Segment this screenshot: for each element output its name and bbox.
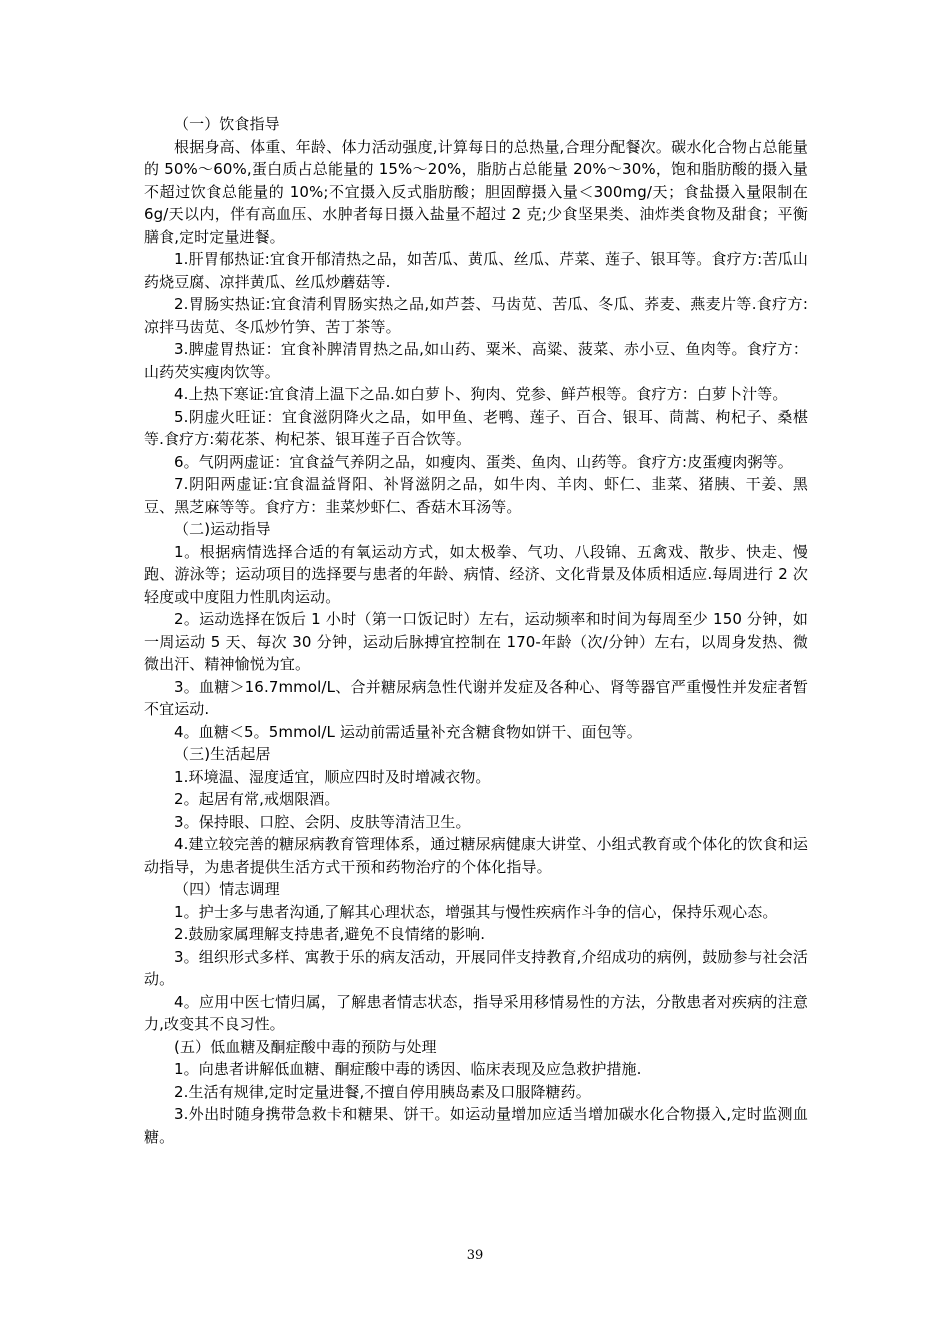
page-number: 39 <box>466 1248 484 1263</box>
hypoglycemia-paragraph-1: 1。向患者讲解低血糖、酮症酸中毒的诱因、临床表现及应急救护措施. <box>174 1060 642 1078</box>
section-heading-emotion: （四）情志调理 <box>174 880 280 898</box>
emotion-paragraph-2: 2.鼓励家属理解支持患者,避免不良情绪的影响. <box>174 925 486 943</box>
emotion-paragraph-1: 1。护士多与患者沟通,了解其心理状态，增强其与慢性疾病作斗争的信心，保持乐观心态。 <box>174 902 778 921</box>
diet-paragraph-3: 3.脾虚胃热证：宜食补脾清胃热之品,如山药、粟米、高粱、菠菜、赤小豆、鱼肉等。食疗方：山药芡实瘦肉饮等。 <box>144 340 808 381</box>
daily-life-paragraph-4: 4.建立较完善的糖尿病教育管理体系，通过糖尿病健康大讲堂、小组式教育或个体化的饮食和运动指导，为患者提供生活方式干预和药物治疗的个体化指导。 <box>144 835 808 876</box>
emotion-paragraph-4: 4。应用中医七情归属，了解患者情志状态，指导采用移情易性的方法，分散患者对疾病的注意力,改变其不良习性。 <box>144 992 808 1033</box>
diet-paragraph-6: 6。气阴两虚证：宜食益气养阴之品，如瘦肉、蛋类、鱼肉、山药等。食疗方:皮蛋瘦肉粥等。 <box>174 452 793 471</box>
section-heading-daily-life: （三)生活起居 <box>174 745 271 763</box>
diet-paragraph-5: 5.阴虚火旺证：宜食滋阴降火之品，如甲鱼、老鸭、莲子、百合、银耳、茼蒿、枸杞子、桑椹等.食疗方:菊花茶、枸杞茶、银耳莲子百合饮等。 <box>144 407 808 448</box>
exercise-paragraph-4: 4。血糖＜5。5mmol/L 运动前需适量补充含糖食物如饼干、面包等。 <box>174 722 642 741</box>
daily-life-paragraph-3: 3。保持眼、口腔、会阴、皮肤等清洁卫生。 <box>174 812 471 831</box>
diet-paragraph-1: 1.肝胃郁热证:宜食开郁清热之品，如苦瓜、黄瓜、丝瓜、芹菜、莲子、银耳等。食疗方:苦瓜山药烧豆腐、凉拌黄瓜、丝瓜炒蘑菇等. <box>144 250 808 291</box>
emotion-paragraph-3: 3。组织形式多样、寓教于乐的病友活动，开展同伴支持教育,介绍成功的病例，鼓励参与社会活动。 <box>144 947 808 988</box>
hypoglycemia-paragraph-3: 3.外出时随身携带急救卡和糖果、饼干。如运动量增加应适当增加碳水化合物摄入,定时监测血糖。 <box>144 1105 808 1146</box>
daily-life-paragraph-1: 1.环境温、湿度适宜，顺应四时及时增减衣物。 <box>174 767 491 786</box>
section-heading-exercise: （二)运动指导 <box>174 520 271 538</box>
hypoglycemia-paragraph-2: 2.生活有规律,定时定量进餐,不擅自停用胰岛素及口服降糖药。 <box>174 1082 591 1101</box>
exercise-paragraph-3: 3。血糖＞16.7mmol/L、合并糖尿病急性代谢并发症及各种心、肾等器官严重慢性并发症者暂不宜运动. <box>144 677 808 718</box>
diet-paragraph-7: 7.阴阳两虚证:宜食温益肾阳、补肾滋阴之品，如牛肉、羊肉、虾仁、韭菜、猪胰、干姜、黑豆、黑芝麻等等。食疗方：韭菜炒虾仁、香菇木耳汤等。 <box>144 475 808 516</box>
daily-life-paragraph-2: 2。起居有常,戒烟限酒。 <box>174 790 340 808</box>
exercise-paragraph-1: 1。根据病情选择合适的有氧运动方式，如太极拳、气功、八段锦、五禽戏、散步、快走、慢跑、游泳等；运动项目的选择要与患者的年龄、病情、经济、文化背景及体质相适应.每周进行 2 次轻度或中度阻力性肌肉运动。 <box>144 542 808 606</box>
diet-paragraph-4: 4.上热下寒证:宜食清上温下之品.如白萝卜、狗肉、党参、鲜芦根等。食疗方：白萝卜汁等。 <box>174 385 788 403</box>
diet-paragraph-general: 根据身高、体重、年龄、体力活动强度,计算每日的总热量,合理分配餐次。碳水化合物占总能量的 50%～60%,蛋白质占总能量的 15%～20%，脂肪占总能量 20%～30%，饱和脂肪酸的摄入量不超过饮食总能量的 10%;不宜摄入反式脂肪酸；胆固醇摄入量＜300mg/天；食盐摄入量限制在 6g/天以内，伴有高血压、水肿者每日摄入盐量不超过 2 克;少食坚果类、油炸类食物及甜食；平衡膳食,定时定量进餐。 <box>144 137 808 246</box>
section-heading-diet: （一）饮食指导 <box>174 115 280 133</box>
exercise-paragraph-2: 2。运动选择在饭后 1 小时（第一口饭记时）左右，运动频率和时间为每周至少 150 分钟，如一周运动 5 天、每次 30 分钟，运动后脉搏宜控制在 170-年龄（次/分钟）左右，以周身发热、微微出汗、精神愉悦为宜。 <box>144 610 808 673</box>
document-body <box>144 113 808 1148</box>
diet-paragraph-2: 2.胃肠实热证:宜食清利胃肠实热之品,如芦荟、马齿苋、苦瓜、冬瓜、荞麦、燕麦片等.食疗方:凉拌马齿苋、冬瓜炒竹笋、苦丁茶等。 <box>144 295 808 336</box>
section-heading-hypoglycemia: (五）低血糖及酮症酸中毒的预防与处理 <box>174 1037 437 1056</box>
